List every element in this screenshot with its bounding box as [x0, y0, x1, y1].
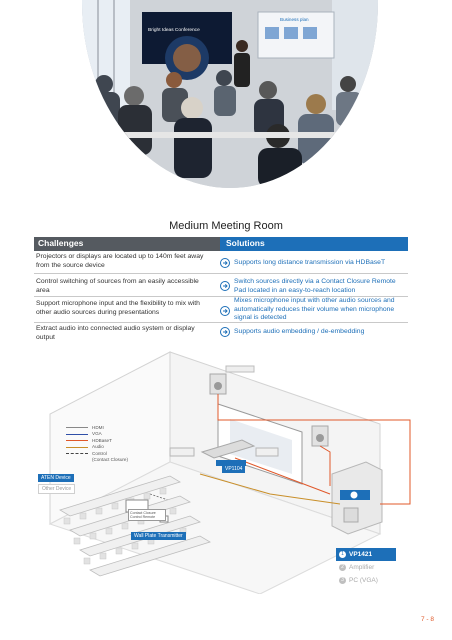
- legend-label: HDMI: [92, 425, 104, 430]
- solution-text: Supports audio embedding / de-embedding: [234, 328, 365, 335]
- port-label: Amplifier: [349, 564, 375, 571]
- challenge-text: Projectors or displays are located up to 140m feet away from the source device: [36, 253, 204, 269]
- port-item: [336, 561, 396, 574]
- aten-device-badge: ATEN Device: [38, 474, 74, 482]
- legend-label: VGA: [92, 431, 102, 437]
- row-divider: [34, 273, 408, 274]
- challenge-text: Control switching of sources from an easily accessible area: [36, 278, 199, 294]
- remote-pad-label: Contact Closure Control Remote: [128, 509, 166, 521]
- legend-label: (Contact Closure): [92, 457, 128, 463]
- arrow-right-icon: [220, 281, 230, 291]
- solution-text: Switch sources directly via a Contact Closure Remote Pad located in an easy-to-reach location: [234, 278, 396, 294]
- legend-label: Audio: [92, 444, 104, 450]
- port-label: PC (VGA): [349, 577, 378, 584]
- port-list: [336, 548, 396, 587]
- legend-label: Control: [92, 450, 107, 456]
- diagram-legend: [66, 425, 128, 463]
- port-number: 3: [339, 577, 346, 584]
- port-number: 1: [339, 551, 346, 558]
- port-item: [336, 548, 396, 561]
- port-label: VP1421: [349, 551, 373, 558]
- solutions-header: Solutions: [226, 238, 265, 248]
- table-header: [34, 237, 408, 251]
- challenge-text: Support microphone input and the flexibility to mix with other audio sources during presentations: [36, 300, 200, 316]
- page-number: 7 - 8: [420, 616, 434, 623]
- arrow-right-icon: [220, 327, 230, 337]
- page-title: Medium Meeting Room: [169, 220, 283, 232]
- slide-left-title: Bright Ideas Conference: [148, 28, 200, 33]
- device-label: VP1104: [222, 465, 245, 473]
- slide-right-title: Business plan: [280, 17, 309, 22]
- legend-item: [66, 457, 128, 463]
- row-divider: [34, 322, 408, 323]
- port-number: 2: [339, 564, 346, 571]
- port-item: [336, 574, 396, 587]
- challenges-header: Challenges: [38, 238, 84, 248]
- meeting-room-illustration: [82, 0, 378, 188]
- hero-photo: [82, 0, 378, 188]
- challenge-text: Extract audio into connected audio system or display output: [36, 325, 195, 341]
- arrow-right-icon: [220, 306, 230, 316]
- solution-text: Mixes microphone input with other audio sources and automatically reduces their volume when microphone signal is detected: [234, 297, 395, 322]
- legend-label: HDBaseT: [92, 437, 112, 443]
- solution-text: Supports long distance transmission via HDBaseT: [234, 259, 386, 266]
- other-device-badge: Other Device: [38, 484, 75, 494]
- wall-plate-label: Wall Plate Transmitter: [131, 532, 186, 540]
- solutions-header-bg: [220, 237, 408, 251]
- arrow-right-icon: [220, 258, 230, 268]
